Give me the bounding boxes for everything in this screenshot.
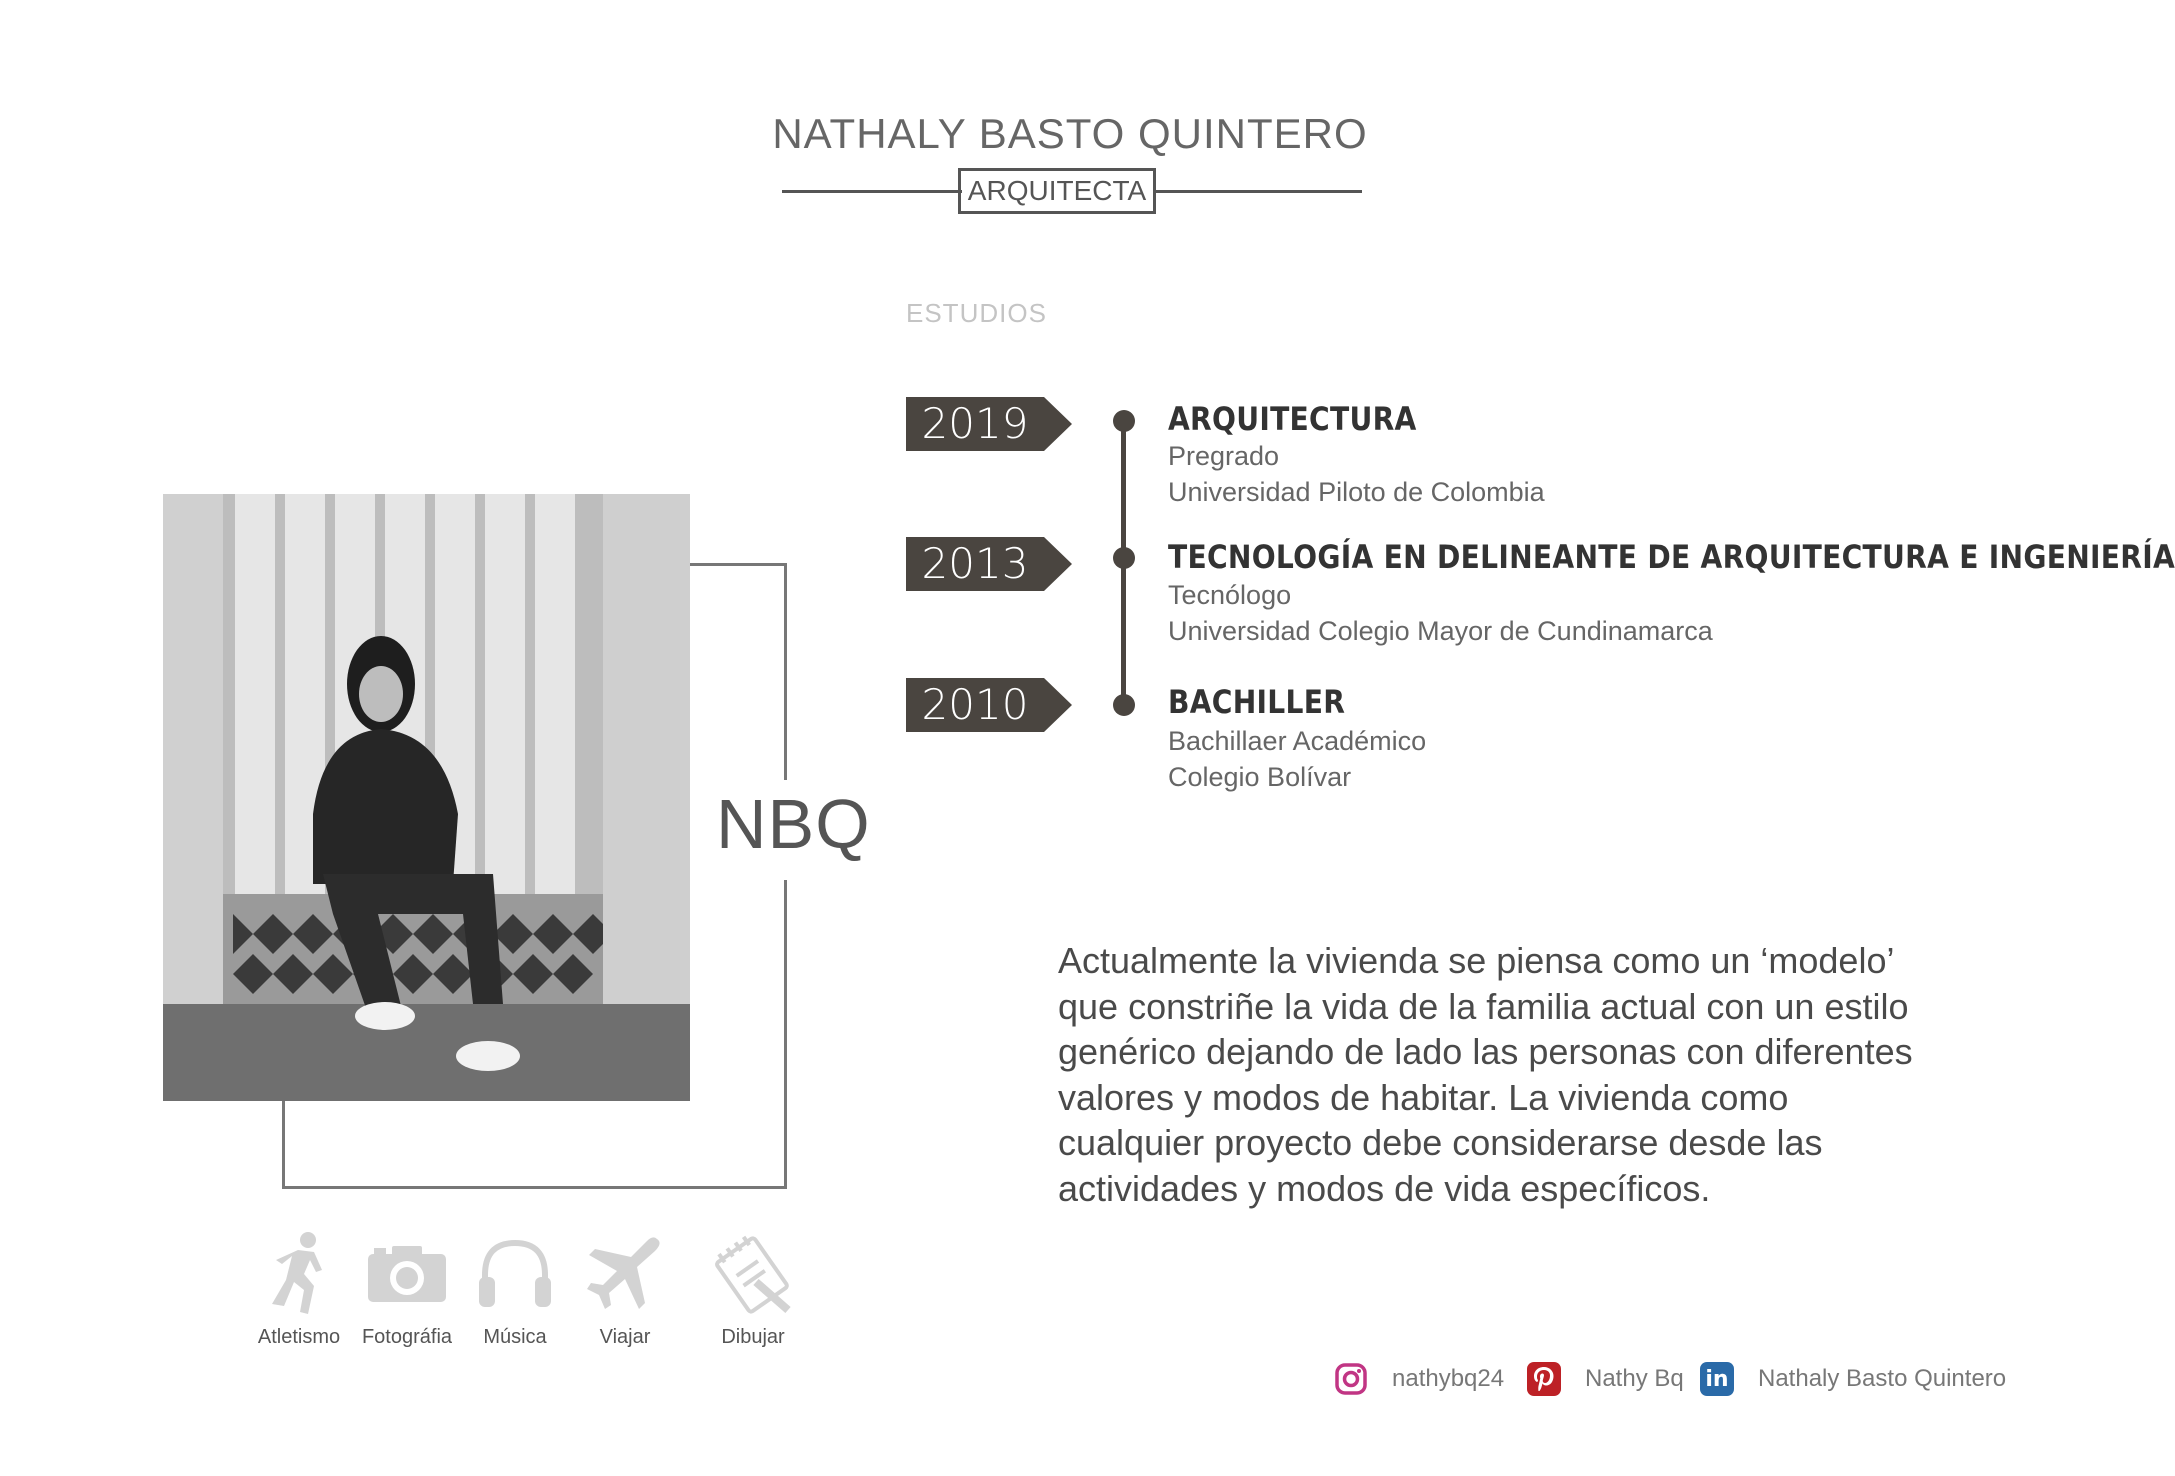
year-label: 2013: [921, 539, 1029, 588]
social-pinterest[interactable]: [1527, 1362, 1684, 1396]
monogram: NBQ: [716, 785, 871, 863]
photo-frame-top: [690, 563, 787, 566]
profile-statement: Actualmente la vivienda se piensa como un ‘modelo’ que constriñe la vida de la familia actual con un estilo genérico dejando de lado las personas con diferentes valores y modos de habitar. La vivienda como cualquier proyecto debe considerarse desde las actividades y modos de vida específicos.: [1058, 940, 1913, 1209]
header-rule-left: [782, 190, 962, 193]
pinterest-icon: [1527, 1362, 1561, 1396]
timeline-dot: [1113, 410, 1135, 432]
education-institution: Universidad Piloto de Colombia: [1168, 477, 1545, 507]
education-level: Tecnólogo: [1168, 580, 1292, 610]
education-level: Bachillaer Académico: [1168, 726, 1427, 756]
year-label: 2010: [921, 680, 1029, 729]
hobby-label: Viajar: [599, 1326, 651, 1348]
hobby-label: Música: [483, 1326, 547, 1348]
runner-icon: [244, 1228, 354, 1318]
education-title: TECNOLOGÍA EN DELINEANTE DE ARQUITECTURA E INGENIERÍA: [1168, 538, 2175, 576]
education-level: Pregrado: [1168, 441, 1280, 471]
hobby-atletismo: [244, 1228, 354, 1349]
section-label-estudios: ESTUDIOS: [906, 298, 1047, 328]
timeline-dot: [1113, 547, 1135, 569]
linkedin-icon: in: [1700, 1362, 1734, 1396]
social-handle: nathybq24: [1392, 1365, 1505, 1392]
camera-icon: [352, 1228, 462, 1318]
airplane-icon: [570, 1228, 680, 1318]
timeline-dot: [1113, 694, 1135, 716]
education-title: ARQUITECTURA: [1168, 400, 1417, 438]
header-rule-right: [1156, 190, 1362, 193]
hobby-fotografia: [352, 1228, 462, 1349]
hobby-label: Fotográfia: [361, 1326, 453, 1348]
hobby-dibujar: [698, 1228, 808, 1349]
hobby-label: Atletismo: [257, 1326, 341, 1348]
education-institution: Universidad Colegio Mayor de Cundinamarca: [1168, 616, 1713, 646]
education-title: BACHILLER: [1168, 683, 1346, 721]
headphones-icon: [460, 1228, 570, 1318]
instagram-icon: [1334, 1362, 1368, 1396]
hobby-musica: [460, 1228, 570, 1349]
sketchbook-icon: [698, 1228, 808, 1318]
social-handle: Nathy Bq: [1585, 1365, 1684, 1392]
social-instagram[interactable]: [1334, 1362, 1504, 1396]
hobby-label: Dibujar: [721, 1326, 785, 1348]
year-tag: [906, 397, 1072, 451]
year-label: 2019: [921, 399, 1029, 448]
hobby-viajar: [570, 1228, 680, 1349]
profile-role: ARQUITECTA: [958, 168, 1156, 214]
social-handle: Nathaly Basto Quintero: [1758, 1365, 2007, 1392]
year-tag: [906, 678, 1072, 732]
year-tag: [906, 537, 1072, 591]
education-institution: Colegio Bolívar: [1168, 762, 1352, 792]
profile-name: NATHALY BASTO QUINTERO: [772, 110, 1368, 157]
profile-photo: [163, 494, 690, 1101]
social-linkedin[interactable]: [1700, 1362, 2006, 1396]
